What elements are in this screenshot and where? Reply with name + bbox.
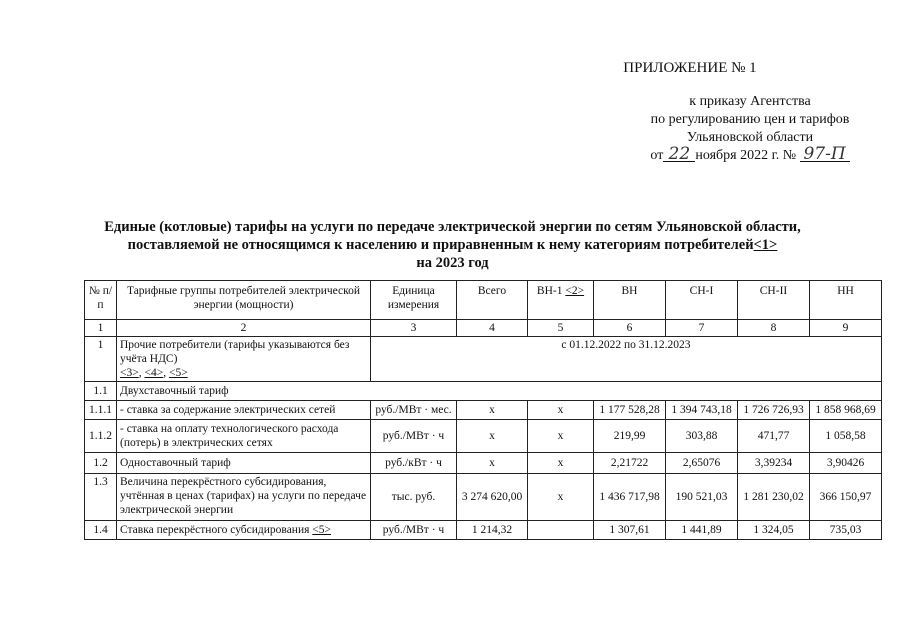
order-line-1: к приказу Агентства bbox=[689, 94, 811, 109]
cell-total: х bbox=[457, 420, 528, 453]
cell-sn2: 1 324,05 bbox=[738, 521, 810, 540]
row-no: 1.1 bbox=[85, 382, 117, 401]
cell-nn: 1 858 968,69 bbox=[810, 401, 882, 420]
handwritten-order-number: 97-П bbox=[800, 147, 850, 162]
title-line-3: на 2023 год bbox=[416, 255, 489, 271]
cell-total: х bbox=[457, 401, 528, 420]
header-total: Всего bbox=[457, 281, 528, 320]
header-group: Тарифные группы потребителей электрической энергии (мощности) bbox=[117, 281, 371, 320]
column-number-row bbox=[85, 320, 882, 337]
row-name bbox=[117, 337, 371, 382]
footnote-ref-2[interactable]: <2> bbox=[565, 285, 585, 297]
col-number: 4 bbox=[457, 320, 528, 337]
footnote-ref-4[interactable]: <4> bbox=[144, 367, 164, 379]
header-no: № п/п bbox=[85, 281, 117, 320]
cell-sn2: 1 726 726,93 bbox=[738, 401, 810, 420]
cell-vn1: х bbox=[528, 420, 594, 453]
row-no: 1.3 bbox=[85, 474, 117, 521]
footnote-ref-1[interactable]: <1> bbox=[753, 237, 778, 253]
header-vn: ВН bbox=[594, 281, 666, 320]
row-name: - ставка за содержание электрических сетей bbox=[117, 401, 371, 420]
col-number: 8 bbox=[738, 320, 810, 337]
footnote-ref-5[interactable]: <5> bbox=[312, 524, 332, 536]
cell-vn: 2,21722 bbox=[594, 453, 666, 474]
row-unit: руб./кВт · ч bbox=[371, 453, 457, 474]
cell-nn: 735,03 bbox=[810, 521, 882, 540]
table-row bbox=[85, 420, 882, 453]
cell-vn1: х bbox=[528, 474, 594, 521]
header-vn1-label: ВН-1 bbox=[536, 285, 563, 297]
row-unit: тыс. руб. bbox=[371, 474, 457, 521]
row-no: 1.1.2 bbox=[85, 420, 117, 453]
table-row bbox=[85, 474, 882, 521]
cell-sn1: 1 394 743,18 bbox=[666, 401, 738, 420]
table-row bbox=[85, 401, 882, 420]
tariff-table bbox=[84, 280, 882, 540]
order-date-line bbox=[600, 144, 900, 165]
tariff-period: с 01.12.2022 по 31.12.2023 bbox=[371, 337, 882, 382]
cell-sn2: 471,77 bbox=[738, 420, 810, 453]
document-title bbox=[20, 218, 885, 272]
col-number: 9 bbox=[810, 320, 882, 337]
row-no: 1.1.1 bbox=[85, 401, 117, 420]
order-line-2: по регулированию цен и тарифов bbox=[650, 112, 850, 127]
row-no: 1 bbox=[85, 337, 117, 382]
col-number: 5 bbox=[528, 320, 594, 337]
row-no: 1.2 bbox=[85, 453, 117, 474]
separator: , bbox=[138, 367, 145, 379]
date-prefix: от bbox=[650, 148, 664, 163]
row-name bbox=[117, 521, 371, 540]
col-number: 7 bbox=[666, 320, 738, 337]
row-name: Величина перекрёстного субсидирования, учтённая в ценах (тарифах) на услуги по передаче электрической энергии bbox=[117, 474, 371, 521]
table-row bbox=[85, 337, 882, 382]
cell-sn1: 1 441,89 bbox=[666, 521, 738, 540]
cell-vn: 219,99 bbox=[594, 420, 666, 453]
cell-total: х bbox=[457, 453, 528, 474]
header-sn1: СН-I bbox=[666, 281, 738, 320]
cell-sn1: 303,88 bbox=[666, 420, 738, 453]
cell-nn: 366 150,97 bbox=[810, 474, 882, 521]
col-number: 6 bbox=[594, 320, 666, 337]
cell-sn2: 3,39234 bbox=[738, 453, 810, 474]
footnote-ref-3[interactable]: <3> bbox=[120, 367, 139, 379]
table-row bbox=[85, 521, 882, 540]
col-number: 3 bbox=[371, 320, 457, 337]
header-nn: НН bbox=[810, 281, 882, 320]
appendix-heading: ПРИЛОЖЕНИЕ № 1 bbox=[623, 60, 757, 76]
order-line-3: Ульяновской области bbox=[686, 130, 814, 145]
row-name: - ставка на оплату технологического расхода (потерь) в электрических сетях bbox=[117, 420, 371, 453]
title-line-2-text: поставляемой не относящимся к населению и приравненным к нему категориям потребителей bbox=[127, 237, 754, 253]
cell-nn: 1 058,58 bbox=[810, 420, 882, 453]
row-name: Двухставочный тариф bbox=[117, 382, 882, 401]
cell-total: 1 214,32 bbox=[457, 521, 528, 540]
handwritten-day: 22 bbox=[663, 147, 695, 162]
row-unit: руб./МВт · мес. bbox=[371, 401, 457, 420]
header-sn2: СН-II bbox=[738, 281, 810, 320]
row-name: Одноставочный тариф bbox=[117, 453, 371, 474]
row-no: 1.4 bbox=[85, 521, 117, 540]
row-name-text: Ставка перекрёстного субсидирования bbox=[120, 524, 310, 536]
row-unit: руб./МВт · ч bbox=[371, 521, 457, 540]
date-rest: ноября 2022 г. № bbox=[695, 148, 797, 163]
footnote-ref-5[interactable]: <5> bbox=[168, 367, 188, 379]
header-unit: Единица измерения bbox=[371, 281, 457, 320]
cell-vn: 1 436 717,98 bbox=[594, 474, 666, 521]
separator: , bbox=[163, 367, 169, 379]
cell-sn1: 190 521,03 bbox=[666, 474, 738, 521]
order-reference bbox=[600, 93, 900, 165]
cell-nn: 3,90426 bbox=[810, 453, 882, 474]
row-name-text: Прочие потребители (тарифы указываются без учёта НДС) bbox=[120, 339, 350, 365]
cell-vn1 bbox=[528, 521, 594, 540]
cell-vn1: х bbox=[528, 401, 594, 420]
header-vn1 bbox=[528, 281, 594, 320]
table-header-row bbox=[85, 281, 882, 320]
cell-sn2: 1 281 230,02 bbox=[738, 474, 810, 521]
col-number: 1 bbox=[85, 320, 117, 337]
cell-total: 3 274 620,00 bbox=[457, 474, 528, 521]
cell-vn: 1 177 528,28 bbox=[594, 401, 666, 420]
col-number: 2 bbox=[117, 320, 371, 337]
table-row bbox=[85, 453, 882, 474]
title-line-2 bbox=[20, 236, 885, 254]
cell-sn1: 2,65076 bbox=[666, 453, 738, 474]
cell-vn1: х bbox=[528, 453, 594, 474]
table-row bbox=[85, 382, 882, 401]
cell-vn: 1 307,61 bbox=[594, 521, 666, 540]
row-unit: руб./МВт · ч bbox=[371, 420, 457, 453]
title-line-1: Единые (котловые) тарифы на услуги по передаче электрической энергии по сетям Ульяновской области, bbox=[104, 219, 801, 235]
